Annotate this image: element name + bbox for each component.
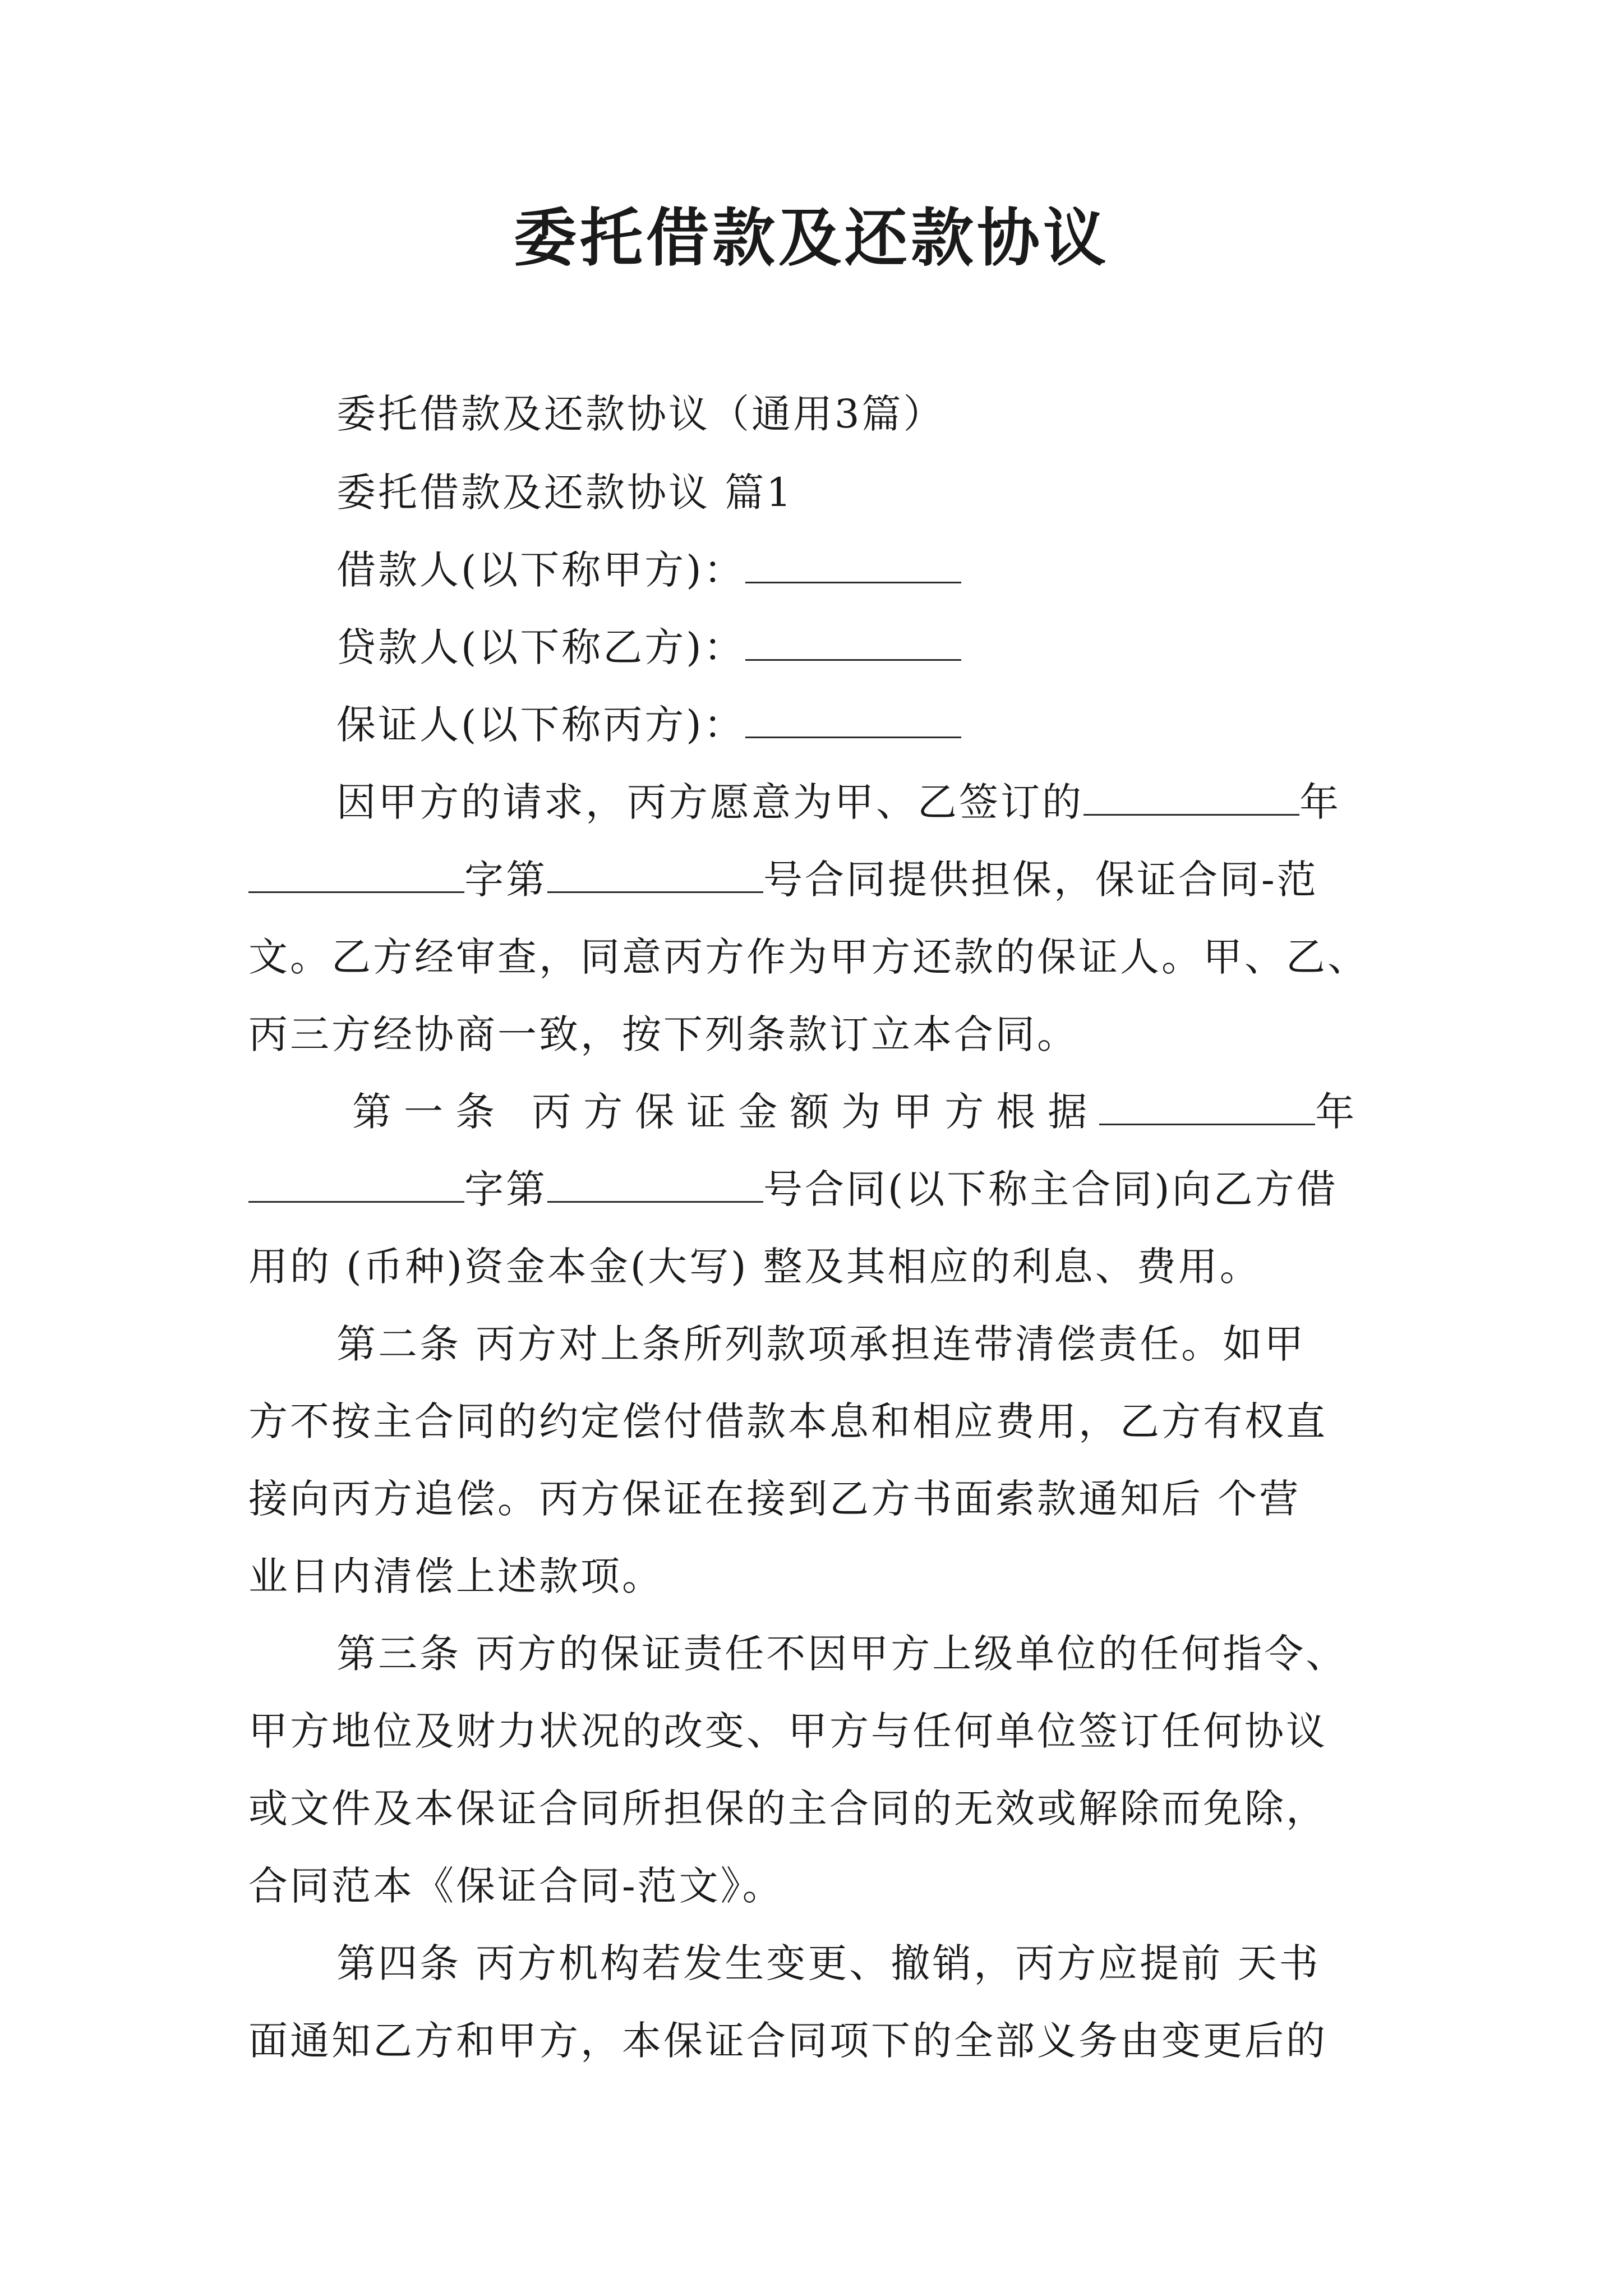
article-4-line-1: 第四条 丙方机构若发生变更、撤销，丙方应提前 天书 [336, 1940, 1321, 1986]
article-3-line-4: 合同范本《保证合同-范文》。 [248, 1863, 784, 1909]
article-2-line-2: 方不按主合同的约定偿付借款本息和相应费用，乙方有权直 [248, 1398, 1327, 1444]
article-3-line-3: 或文件及本保证合同所担保的主合同的无效或解除而免除， [248, 1786, 1327, 1832]
article-1-line-2 [248, 1162, 1338, 1216]
preamble-line-2 [248, 853, 1318, 907]
preamble-text: 因甲方的请求，丙方愿意为甲、乙签订的 [336, 779, 1083, 825]
article-1-line-1 [352, 1085, 1367, 1139]
preamble-line-3: 文。乙方经审查，同意丙方作为甲方还款的保证人。甲、乙、 [248, 934, 1369, 980]
article-3-line-1: 第三条 丙方的保证责任不因甲方上级单位的任何指令、 [336, 1631, 1348, 1677]
article-2-line-4: 业日内清偿上述款项。 [248, 1553, 663, 1599]
article-1-word-blank[interactable] [248, 1167, 464, 1203]
document-title: 委托借款及还款协议 [514, 201, 1109, 275]
preamble-word-blank[interactable] [248, 858, 464, 893]
borrower-blank[interactable] [745, 548, 961, 583]
lender-label: 贷款人(以下称乙方)： [336, 624, 745, 670]
preamble-text: 号合同提供担保，保证合同-范 [763, 857, 1318, 903]
preamble-number-blank[interactable] [547, 858, 763, 893]
preamble-text: 年 [1299, 779, 1341, 825]
article-1-number-blank[interactable] [547, 1167, 763, 1203]
borrower-line [336, 543, 961, 597]
article-text: 号合同(以下称主合同)向乙方借 [763, 1166, 1338, 1212]
article-text: 第一条 丙方保证金额为甲方根据 [352, 1089, 1100, 1135]
preamble-text: 字第 [464, 857, 547, 903]
article-text: 字第 [464, 1166, 547, 1212]
guarantor-blank[interactable] [745, 703, 961, 738]
article-2-line-3: 接向丙方追偿。丙方保证在接到乙方书面索款通知后 个营 [248, 1476, 1301, 1522]
document-subtitle: 委托借款及还款协议（通用3篇） [336, 391, 945, 437]
preamble-line-1 [336, 775, 1341, 829]
section-heading: 委托借款及还款协议 篇1 [336, 470, 794, 516]
article-text: 年 [1315, 1089, 1367, 1135]
guarantor-line [336, 698, 961, 752]
article-1-line-3: 用的 (币种)资金本金(大写) 整及其相应的利息、费用。 [248, 1244, 1261, 1290]
lender-blank[interactable] [745, 625, 961, 661]
guarantor-label: 保证人(以下称丙方)： [336, 702, 745, 748]
article-3-line-2: 甲方地位及财力状况的改变、甲方与任何单位签订任何协议 [248, 1708, 1327, 1754]
article-2-line-1: 第二条 丙方对上条所列款项承担连带清偿责任。如甲 [336, 1321, 1306, 1367]
article-4-line-2: 面通知乙方和甲方，本保证合同项下的全部义务由变更后的 [248, 2018, 1327, 2064]
preamble-line-4: 丙三方经协商一致，按下列条款订立本合同。 [248, 1011, 1078, 1057]
article-1-year-blank[interactable] [1099, 1090, 1315, 1125]
preamble-year-blank[interactable] [1083, 780, 1299, 816]
borrower-label: 借款人(以下称甲方)： [336, 547, 745, 593]
lender-line [336, 620, 961, 674]
